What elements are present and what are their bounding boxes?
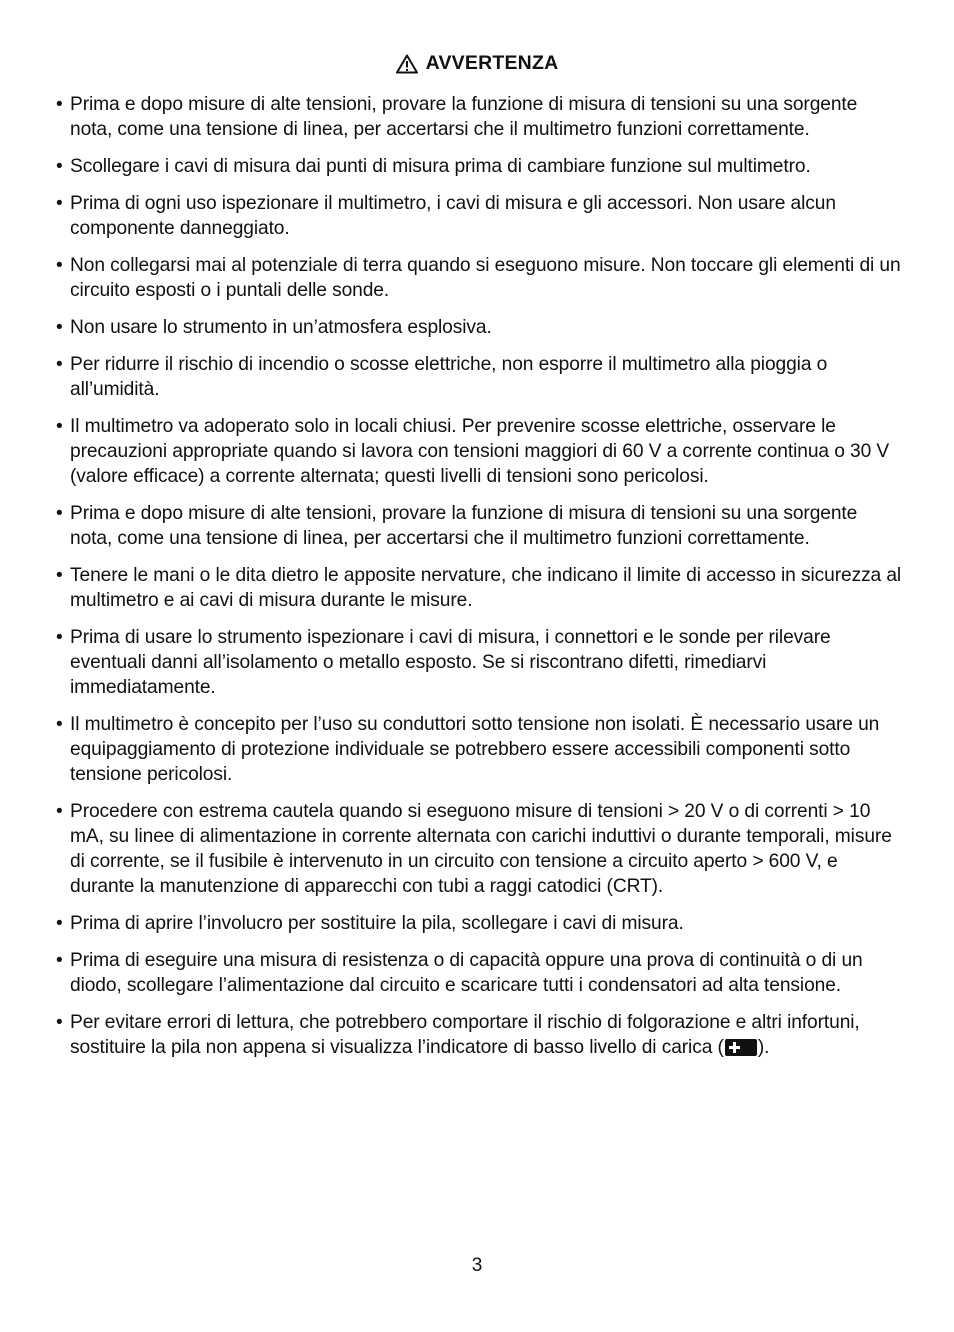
bullet: •: [56, 317, 63, 338]
bullet: •: [56, 913, 63, 934]
bullet: •: [56, 503, 63, 524]
warning-heading: [0, 52, 954, 75]
bullet: •: [56, 156, 63, 177]
list-item: • Prima di aprire l’involucro per sostituire la pila, scollegare i cavi di misura.: [56, 913, 684, 934]
bullet: •: [56, 416, 63, 437]
bullet: •: [56, 565, 63, 586]
list-item: • Prima di usare lo strumento ispezionare i cavi di misura, i connettori e le sonde per rilevare eventuali danni all’isolamento o metallo esposto. Se si riscontrano difetti, rimediarvi immediatamente.: [56, 627, 831, 698]
bullet: •: [56, 94, 63, 115]
list-item: • Prima e dopo misure di alte tensioni, provare la funzione di misura di tensioni su una sorgente nota, come una tensione di linea, per accertarsi che il multimetro funzioni correttamente.: [56, 503, 858, 549]
bullet: •: [56, 354, 63, 375]
list-item: • Per evitare errori di lettura, che potrebbero comportare il rischio di folgorazione e altri infortuni, sostituire la pila non appena si visualizza l’indicatore di basso livello di carica ( ).: [56, 1012, 860, 1058]
low-battery-icon: [725, 1039, 757, 1056]
warning-triangle-icon: [396, 54, 418, 74]
list-item: • Il multimetro è concepito per l’uso su conduttori sotto tensione non isolati. È necessario usare un equipaggiamento di protezione individuale se potrebbero essere accessibili componenti sotto tensione pericolosi.: [56, 714, 880, 785]
bullet: •: [56, 1012, 63, 1033]
list-item: • Per ridurre il rischio di incendio o scosse elettriche, non esporre il multimetro alla pioggia o all’umidità.: [56, 354, 828, 400]
warning-list: [56, 92, 904, 1072]
list-item: • Non collegarsi mai al potenziale di terra quando si eseguono misure. Non toccare gli elementi di un circuito esposti o i puntali delle sonde.: [56, 255, 901, 301]
bullet: •: [56, 950, 63, 971]
bullet: •: [56, 714, 63, 735]
list-item: • Procedere con estrema cautela quando si eseguono misure di tensioni > 20 V o di correnti > 10 mA, su linee di alimentazione in corrente alternata con carichi induttivi o durante temporali, misure di corrente, se il fusibile è intervenuto in un circuito con tensione a circuito aperto > 600 V, e durante la manutenzione di apparecchi con tubi a raggi catodici (CRT).: [56, 801, 892, 897]
list-item: • Prima di eseguire una misura di resistenza o di capacità oppure una prova di continuità o di un diodo, scollegare l’alimentazione dal circuito e scaricare tutti i condensatori ad alta tensione.: [56, 950, 863, 996]
list-item: • Tenere le mani o le dita dietro le apposite nervature, che indicano il limite di accesso in sicurezza al multimetro e ai cavi di misura durante le misure.: [56, 565, 902, 611]
list-item: • Prima e dopo misure di alte tensioni, provare la funzione di misura di tensioni su una sorgente nota, come una tensione di linea, per accertarsi che il multimetro funzioni correttamente.: [56, 94, 858, 140]
list-item: • Scollegare i cavi di misura dai punti di misura prima di cambiare funzione sul multimetro.: [56, 156, 811, 177]
page-number: 3: [471, 1255, 483, 1276]
list-item: • Prima di ogni uso ispezionare il multimetro, i cavi di misura e gli accessori. Non usare alcun componente danneggiato.: [56, 193, 836, 239]
list-item: • Il multimetro va adoperato solo in locali chiusi. Per prevenire scosse elettriche, osservare le precauzioni appropriate quando si lavora con tensioni maggiori di 60 V a corrente continua o 30 V (valore efficace) a corrente alternata; questi livelli di tensioni sono pericolosi.: [56, 416, 890, 487]
list-item: • Non usare lo strumento in un’atmosfera esplosiva.: [56, 317, 492, 338]
bullet: •: [56, 627, 63, 648]
warning-title: AVVERTENZA: [425, 52, 559, 74]
bullet: •: [56, 193, 63, 214]
bullet: •: [56, 801, 63, 822]
bullet: •: [56, 255, 63, 276]
